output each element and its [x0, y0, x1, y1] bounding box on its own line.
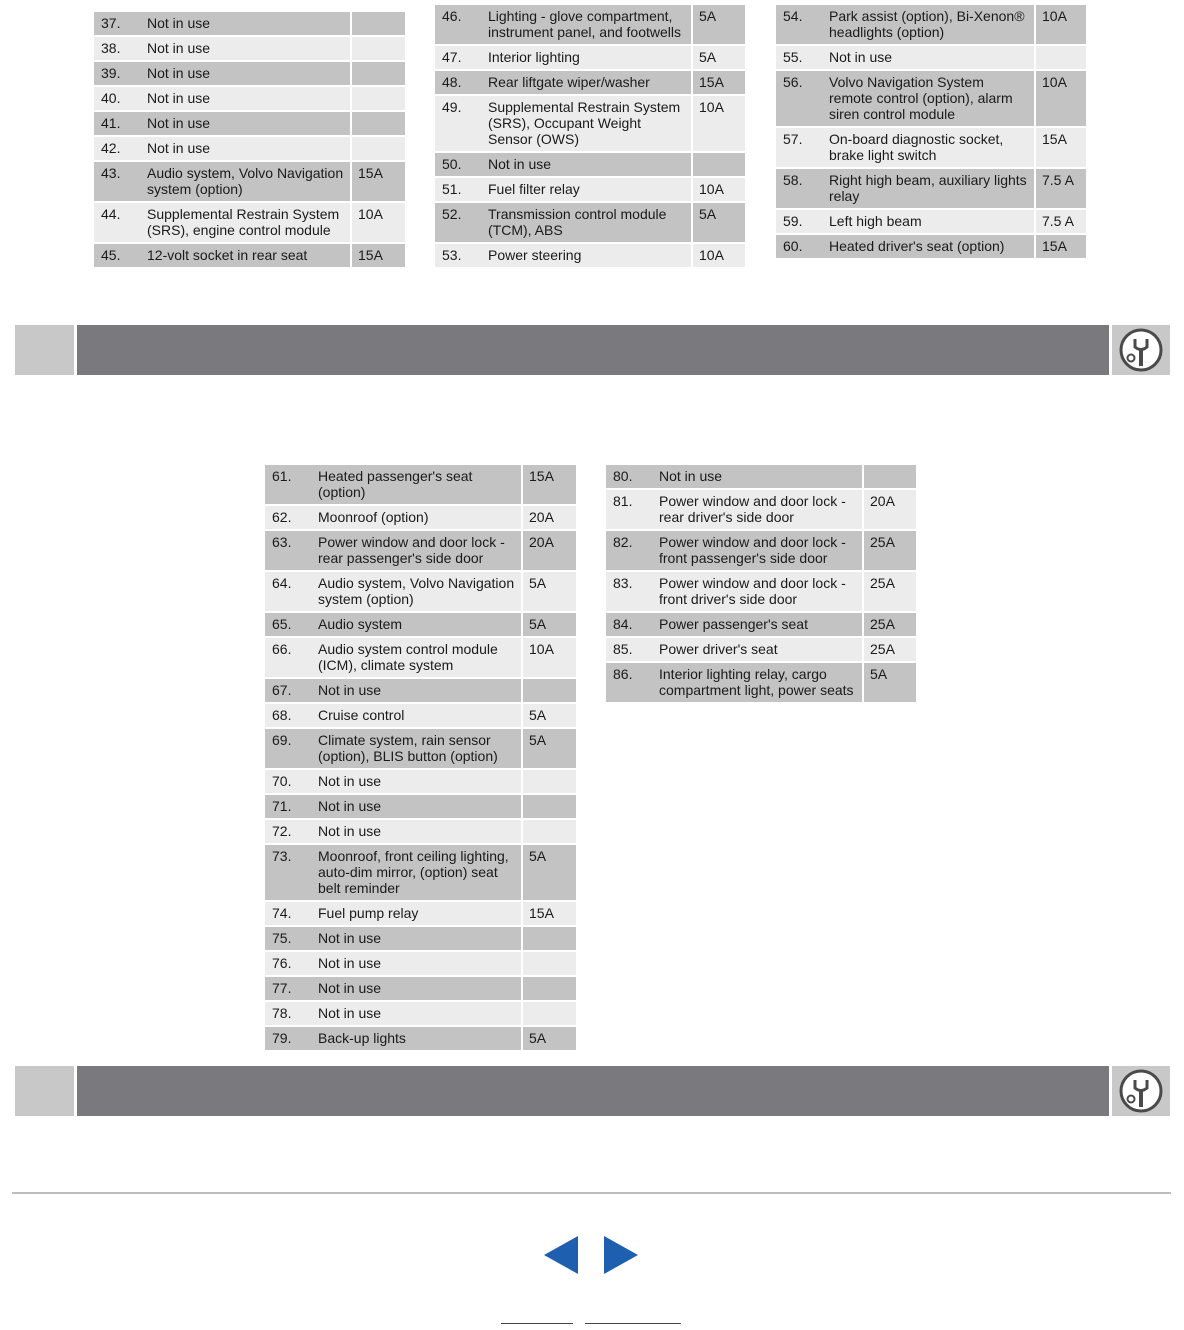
fuse-number: 45.	[94, 243, 141, 268]
fuse-rating: 10A	[522, 637, 576, 678]
wrench-service-icon	[1118, 327, 1164, 373]
wrench-service-icon	[1118, 1068, 1164, 1114]
table-row	[265, 844, 576, 901]
fuse-rating: 25A	[863, 637, 916, 662]
table-row	[776, 234, 1086, 259]
fuse-number: 43.	[94, 161, 141, 202]
fuse-description: Lighting - glove compartment, instrument panel, and footwells	[482, 5, 692, 45]
fuse-number: 38.	[94, 36, 141, 61]
table-row	[435, 202, 745, 243]
fuse-number: 39.	[94, 61, 141, 86]
fuse-description: Park assist (option), Bi-Xenon® headlights (option)	[823, 5, 1035, 45]
fuse-description: Not in use	[823, 45, 1035, 70]
table-row	[776, 127, 1086, 168]
table-row	[265, 1001, 576, 1026]
fuse-number: 86.	[606, 662, 653, 703]
fuse-rating: 5A	[863, 662, 916, 703]
table-row	[435, 177, 745, 202]
fuse-rating: 15A	[522, 465, 576, 505]
fuse-rating	[522, 1001, 576, 1026]
fuse-number: 56.	[776, 70, 823, 127]
fuse-number: 62.	[265, 505, 312, 530]
fuse-rating: 25A	[863, 612, 916, 637]
fuse-description: Interior lighting relay, cargo compartment light, power seats	[653, 662, 863, 703]
table-row	[265, 530, 576, 571]
fuse-rating: 20A	[522, 530, 576, 571]
table-row	[94, 86, 405, 111]
fuse-rating	[522, 769, 576, 794]
table-row	[265, 703, 576, 728]
fuse-number: 50.	[435, 152, 482, 177]
fuse-rating	[351, 12, 405, 36]
fuse-number: 58.	[776, 168, 823, 209]
fuse-description: Not in use	[141, 111, 351, 136]
fuse-description: Climate system, rain sensor (option), BLIS button (option)	[312, 728, 522, 769]
fuse-number: 84.	[606, 612, 653, 637]
fuse-rating	[522, 794, 576, 819]
fuse-number: 65.	[265, 612, 312, 637]
table-row	[606, 662, 916, 703]
fuse-number: 80.	[606, 465, 653, 489]
fuse-description: Right high beam, auxiliary lights relay	[823, 168, 1035, 209]
fuse-rating: 10A	[351, 202, 405, 243]
fuse-number: 41.	[94, 111, 141, 136]
table-row	[776, 70, 1086, 127]
fuse-rating	[351, 61, 405, 86]
fuse-description: Transmission control module (TCM), ABS	[482, 202, 692, 243]
fuse-rating: 15A	[1035, 234, 1086, 259]
fuse-rating: 20A	[863, 489, 916, 530]
fuse-rating: 5A	[692, 202, 745, 243]
fuse-description: Heated passenger's seat (option)	[312, 465, 522, 505]
fuse-description: Supplemental Restrain System (SRS), engine control module	[141, 202, 351, 243]
fuse-description: Not in use	[312, 769, 522, 794]
section-bar-square	[15, 325, 74, 375]
table-row	[265, 571, 576, 612]
fuse-description: Audio system control module (ICM), climate system	[312, 637, 522, 678]
fuse-description: Power window and door lock - front driver's side door	[653, 571, 863, 612]
fuse-number: 61.	[265, 465, 312, 505]
fuse-description: Not in use	[482, 152, 692, 177]
fuse-rating: 25A	[863, 571, 916, 612]
table-row	[606, 637, 916, 662]
divider-line	[12, 1192, 1171, 1194]
table-row	[94, 111, 405, 136]
fuse-number: 51.	[435, 177, 482, 202]
table-row	[265, 1026, 576, 1051]
fuse-number: 64.	[265, 571, 312, 612]
fuse-description: Audio system, Volvo Navigation system (option)	[312, 571, 522, 612]
fuse-number: 47.	[435, 45, 482, 70]
fuse-number: 78.	[265, 1001, 312, 1026]
fuse-description: Not in use	[141, 36, 351, 61]
fuse-rating	[1035, 45, 1086, 70]
fuse-rating: 5A	[522, 612, 576, 637]
table-row	[94, 61, 405, 86]
fuse-rating	[692, 152, 745, 177]
fuse-rating	[522, 678, 576, 703]
table-row	[606, 465, 916, 489]
fuse-description: Audio system	[312, 612, 522, 637]
fuse-number: 76.	[265, 951, 312, 976]
section-icon-box	[1112, 1066, 1170, 1116]
table-row	[776, 45, 1086, 70]
fuse-description: Not in use	[141, 12, 351, 36]
fuse-description: Not in use	[312, 819, 522, 844]
fuse-number: 37.	[94, 12, 141, 36]
fuse-description: Left high beam	[823, 209, 1035, 234]
fuse-number: 75.	[265, 926, 312, 951]
fuse-description: Moonroof (option)	[312, 505, 522, 530]
fuse-rating	[522, 951, 576, 976]
fuse-rating	[351, 86, 405, 111]
fuse-description: Supplemental Restrain System (SRS), Occupant Weight Sensor (OWS)	[482, 95, 692, 152]
fuse-description: 12-volt socket in rear seat	[141, 243, 351, 268]
fuse-rating: 5A	[522, 703, 576, 728]
fuse-number: 63.	[265, 530, 312, 571]
fuse-rating: 5A	[692, 5, 745, 45]
fuse-rating: 20A	[522, 505, 576, 530]
footer-link-underline[interactable]	[585, 1323, 681, 1324]
fuse-rating: 10A	[692, 177, 745, 202]
fuse-description: Power steering	[482, 243, 692, 268]
fuse-number: 72.	[265, 819, 312, 844]
fuse-number: 70.	[265, 769, 312, 794]
table-row	[265, 612, 576, 637]
fuse-number: 52.	[435, 202, 482, 243]
fuse-description: Fuel filter relay	[482, 177, 692, 202]
fuse-rating: 15A	[692, 70, 745, 95]
fuse-rating: 25A	[863, 530, 916, 571]
fuse-description: Not in use	[312, 976, 522, 1001]
fuse-number: 74.	[265, 901, 312, 926]
table-row	[606, 530, 916, 571]
fuse-rating	[351, 36, 405, 61]
fuse-rating: 10A	[692, 243, 745, 268]
fuse-rating: 5A	[692, 45, 745, 70]
fuse-description: Interior lighting	[482, 45, 692, 70]
fuse-rating: 5A	[522, 728, 576, 769]
table-row	[94, 136, 405, 161]
fuse-number: 69.	[265, 728, 312, 769]
table-row	[265, 637, 576, 678]
table-row	[265, 901, 576, 926]
table-row	[265, 926, 576, 951]
fuse-description: Audio system, Volvo Navigation system (option)	[141, 161, 351, 202]
fuse-rating	[351, 136, 405, 161]
fuse-table-54-60	[776, 5, 1086, 260]
section-bar-band	[77, 1066, 1109, 1116]
section-icon-box	[1112, 325, 1170, 375]
fuse-number: 46.	[435, 5, 482, 45]
table-row	[435, 152, 745, 177]
fuse-description: Rear liftgate wiper/washer	[482, 70, 692, 95]
table-row	[776, 168, 1086, 209]
table-row	[435, 45, 745, 70]
fuse-number: 77.	[265, 976, 312, 1001]
fuse-rating: 15A	[522, 901, 576, 926]
fuse-rating	[522, 926, 576, 951]
fuse-description: Volvo Navigation System remote control (option), alarm siren control module	[823, 70, 1035, 127]
section-footer-bar	[15, 1066, 1170, 1116]
table-row	[265, 951, 576, 976]
table-row	[776, 5, 1086, 45]
table-row	[265, 678, 576, 703]
table-row	[435, 70, 745, 95]
fuse-number: 81.	[606, 489, 653, 530]
table-row	[435, 95, 745, 152]
fuse-description: Not in use	[653, 465, 863, 489]
fuse-rating: 15A	[351, 161, 405, 202]
fuse-number: 83.	[606, 571, 653, 612]
fuse-description: Not in use	[141, 136, 351, 161]
arrow-left-icon[interactable]	[544, 1236, 578, 1274]
fuse-number: 57.	[776, 127, 823, 168]
table-row	[265, 728, 576, 769]
fuse-rating: 10A	[1035, 70, 1086, 127]
fuse-description: Not in use	[312, 678, 522, 703]
fuse-number: 85.	[606, 637, 653, 662]
fuse-table-46-53	[435, 5, 745, 269]
fuse-number: 48.	[435, 70, 482, 95]
fuse-rating: 5A	[522, 571, 576, 612]
fuse-description: Power window and door lock - rear driver's side door	[653, 489, 863, 530]
fuse-number: 68.	[265, 703, 312, 728]
arrow-right-icon[interactable]	[604, 1236, 638, 1274]
fuse-number: 42.	[94, 136, 141, 161]
fuse-description: Power window and door lock - rear passenger's side door	[312, 530, 522, 571]
table-row	[606, 489, 916, 530]
section-bar-band	[77, 325, 1109, 375]
fuse-number: 79.	[265, 1026, 312, 1051]
fuse-number: 59.	[776, 209, 823, 234]
fuse-rating	[351, 111, 405, 136]
fuse-description: Moonroof, front ceiling lighting, auto-dim mirror, (option) seat belt reminder	[312, 844, 522, 901]
fuse-rating: 7.5 A	[1035, 168, 1086, 209]
fuse-description: Cruise control	[312, 703, 522, 728]
table-row	[94, 202, 405, 243]
fuse-description: Power window and door lock - front passenger's side door	[653, 530, 863, 571]
fuse-rating	[863, 465, 916, 489]
table-row	[94, 161, 405, 202]
table-row	[776, 209, 1086, 234]
fuse-number: 73.	[265, 844, 312, 901]
fuse-number: 53.	[435, 243, 482, 268]
table-row	[94, 12, 405, 36]
fuse-rating: 5A	[522, 1026, 576, 1051]
fuse-rating: 7.5 A	[1035, 209, 1086, 234]
fuse-number: 67.	[265, 678, 312, 703]
fuse-number: 54.	[776, 5, 823, 45]
table-row	[265, 819, 576, 844]
fuse-description: Heated driver's seat (option)	[823, 234, 1035, 259]
table-row	[435, 243, 745, 268]
fuse-description: On-board diagnostic socket, brake light switch	[823, 127, 1035, 168]
fuse-table-61-79	[265, 465, 576, 1052]
fuse-description: Back-up lights	[312, 1026, 522, 1051]
fuse-rating: 15A	[1035, 127, 1086, 168]
fuse-description: Power driver's seat	[653, 637, 863, 662]
fuse-number: 82.	[606, 530, 653, 571]
fuse-description: Not in use	[312, 926, 522, 951]
table-row	[94, 243, 405, 268]
section-header-bar	[15, 325, 1170, 375]
fuse-number: 40.	[94, 86, 141, 111]
fuse-description: Not in use	[312, 1001, 522, 1026]
fuse-description: Power passenger's seat	[653, 612, 863, 637]
fuse-description: Not in use	[141, 61, 351, 86]
fuse-number: 71.	[265, 794, 312, 819]
fuse-rating: 15A	[351, 243, 405, 268]
fuse-rating: 10A	[1035, 5, 1086, 45]
table-row	[265, 794, 576, 819]
section-bar-square	[15, 1066, 74, 1116]
table-row	[94, 36, 405, 61]
fuse-rating	[522, 819, 576, 844]
table-row	[435, 5, 745, 45]
fuse-number: 66.	[265, 637, 312, 678]
table-row	[265, 976, 576, 1001]
fuse-table-37-45	[94, 12, 405, 269]
table-row	[606, 571, 916, 612]
fuse-description: Not in use	[312, 794, 522, 819]
table-row	[265, 505, 576, 530]
fuse-description: Not in use	[312, 951, 522, 976]
table-row	[606, 612, 916, 637]
table-row	[265, 769, 576, 794]
footer-link-underline[interactable]	[501, 1323, 573, 1324]
fuse-description: Fuel pump relay	[312, 901, 522, 926]
fuse-number: 49.	[435, 95, 482, 152]
fuse-number: 55.	[776, 45, 823, 70]
fuse-rating	[522, 976, 576, 1001]
fuse-number: 44.	[94, 202, 141, 243]
fuse-description: Not in use	[141, 86, 351, 111]
fuse-table-80-86	[606, 465, 916, 704]
table-row	[265, 465, 576, 505]
fuse-rating: 10A	[692, 95, 745, 152]
fuse-number: 60.	[776, 234, 823, 259]
fuse-rating: 5A	[522, 844, 576, 901]
